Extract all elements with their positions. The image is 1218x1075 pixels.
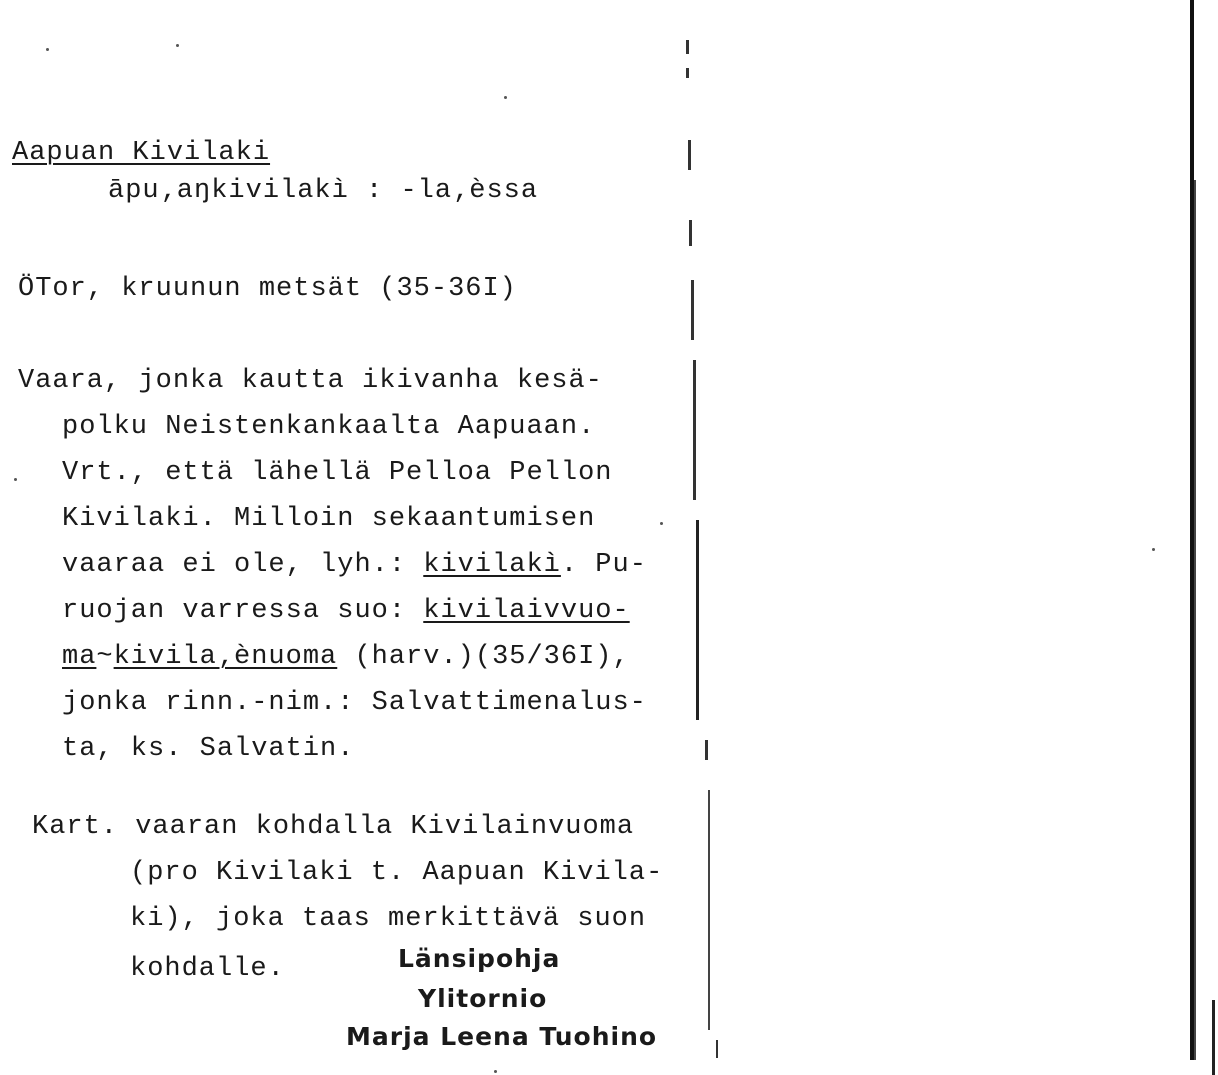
stamp-region: Länsipohja	[398, 944, 561, 973]
location-line: ÖTor, kruunun metsät (35-36I)	[18, 274, 517, 304]
fold-mark	[691, 280, 694, 340]
fold-mark	[689, 220, 692, 246]
scan-speck	[46, 48, 49, 51]
term-kivilaenuoma: kivila‚ènuoma	[113, 642, 338, 672]
pronunciation: āpu‚aŋkivilakì : -la‚èssa	[108, 176, 539, 206]
scan-speck	[176, 44, 179, 47]
fold-mark	[693, 360, 696, 500]
fold-mark	[708, 790, 710, 1030]
description-line-9: ta, ks. Salvatin.	[62, 734, 355, 764]
fold-mark	[716, 1040, 718, 1058]
description-line-5-text: vaaraa ei ole, lyh.:	[62, 550, 424, 580]
scan-edge-mark	[1212, 1000, 1215, 1075]
description-line-7	[62, 644, 630, 671]
description-line-7-end: (harv.)(35/36I),	[337, 642, 630, 672]
note-line-2: (pro Kivilaki t. Aapuan Kivila-	[130, 858, 664, 888]
stamp-parish: Ylitornio	[418, 984, 548, 1013]
fold-mark	[696, 520, 699, 720]
scan-speck	[14, 478, 17, 481]
fold-mark	[705, 740, 708, 760]
note-line-1: Kart. vaaran kohdalla Kivilainvuoma	[32, 812, 635, 842]
description-line-8: jonka rinn.-nim.: Salvattimenalus-	[62, 688, 647, 718]
description-line-4: Kivilaki. Milloin sekaantumisen	[62, 504, 596, 534]
description-line-1: Vaara, jonka kautta ikivanha kesä-	[18, 366, 603, 396]
description-line-2: polku Neistenkankaalta Aapuaan.	[62, 412, 596, 442]
scan-speck	[504, 96, 507, 99]
note-line-4: kohdalle.	[130, 954, 285, 984]
term-kivilaivvuoma-end: ma	[62, 642, 97, 672]
term-kivilaki: kivilakì	[423, 550, 561, 580]
term-kivilaivvuoma: kivilaivvuo-	[423, 596, 630, 626]
card-right-edge-shadow	[1194, 180, 1196, 1060]
description-line-5-end: . Pu-	[560, 550, 647, 580]
scan-speck	[494, 1070, 497, 1073]
description-line-6-text: ruojan varressa suo:	[62, 596, 424, 626]
scan-speck	[1152, 548, 1155, 551]
card-heading: Aapuan Kivilaki	[12, 138, 271, 168]
note-line-3: ki), joka taas merkittävä suon	[130, 904, 647, 934]
description-line-3: Vrt., että lähellä Pelloa Pellon	[62, 458, 613, 488]
description-line-6	[62, 598, 630, 625]
stamp-collector: Marja Leena Tuohino	[346, 1022, 658, 1051]
scan-speck	[660, 522, 663, 525]
fold-mark	[686, 68, 689, 78]
fold-mark	[688, 140, 691, 170]
description-line-5	[62, 552, 647, 579]
fold-mark	[686, 40, 689, 54]
variant-tilde: ~	[96, 642, 114, 672]
